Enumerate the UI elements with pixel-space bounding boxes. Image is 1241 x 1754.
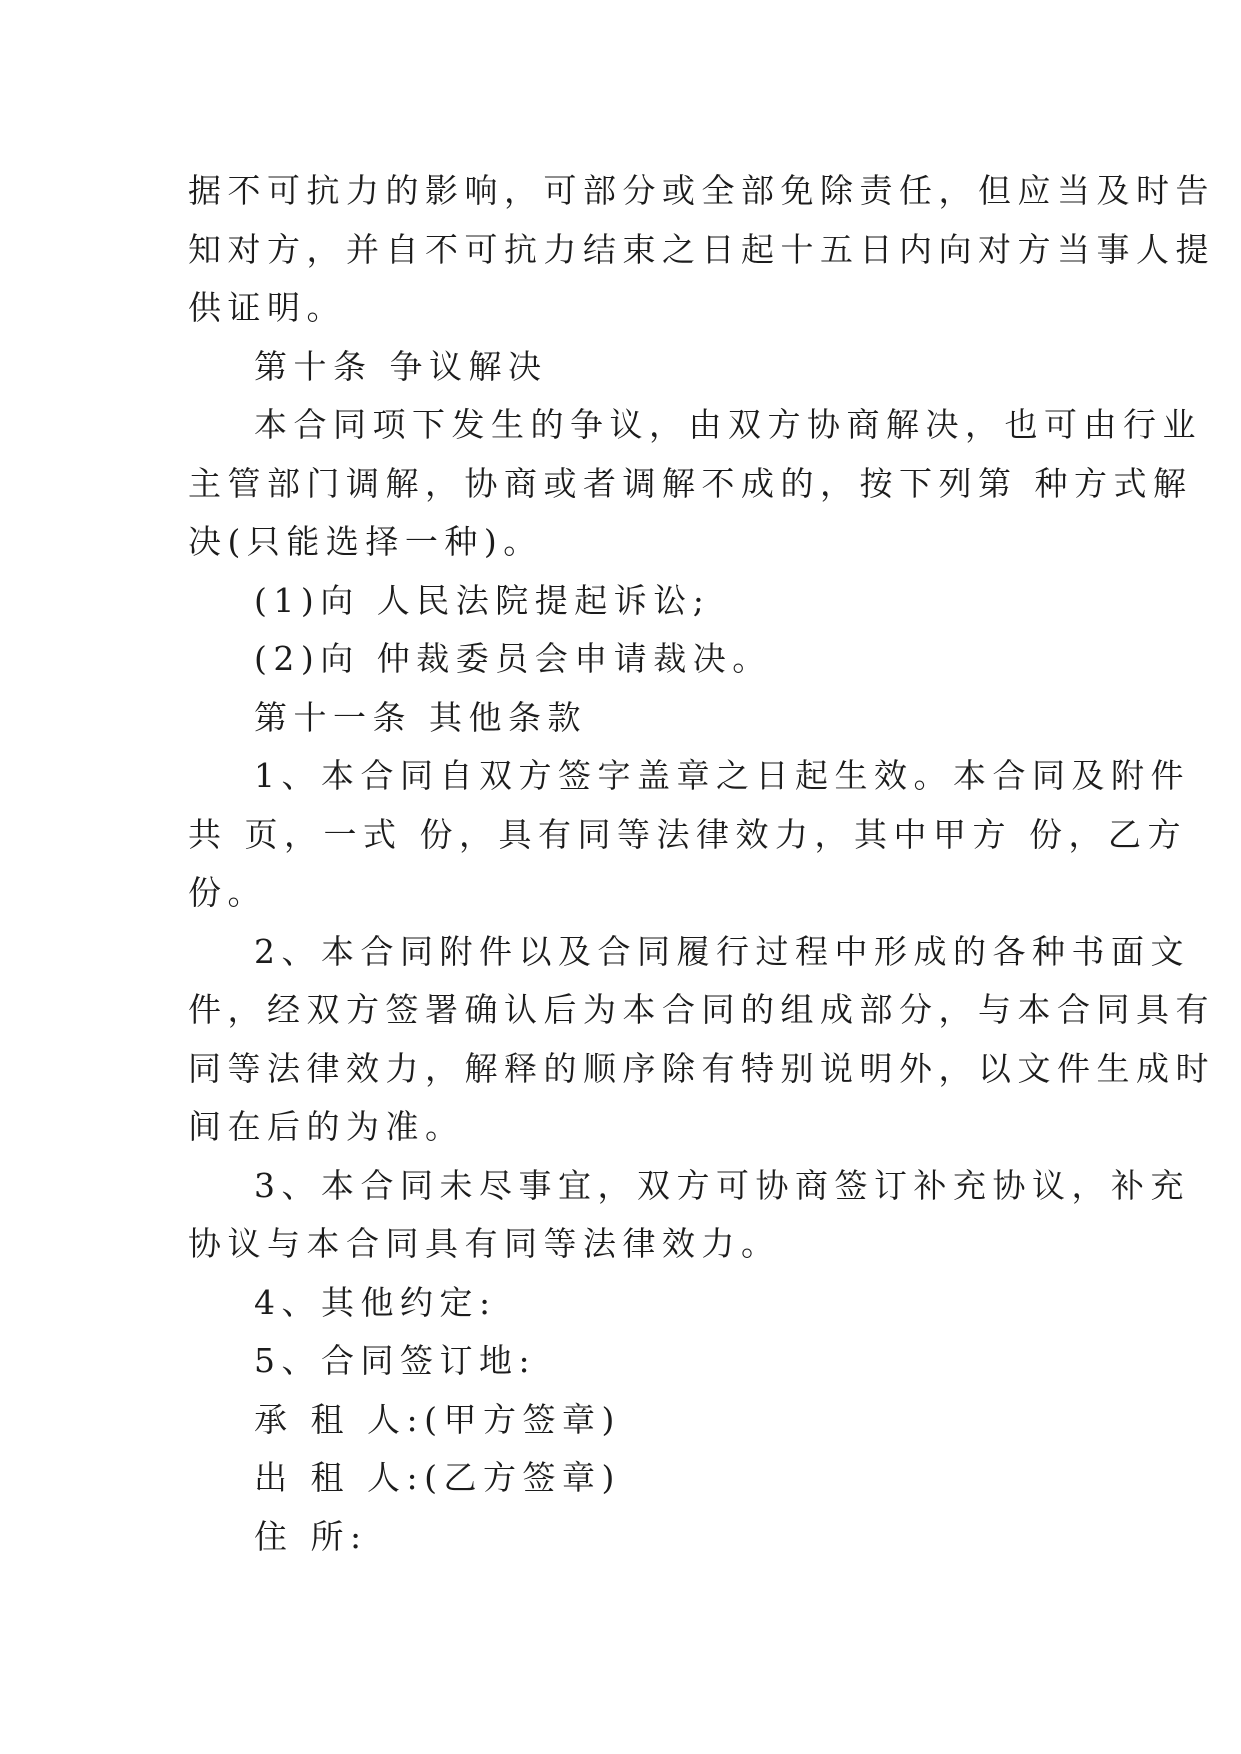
section-heading-10: 第十条 争议解决	[254, 346, 548, 386]
list-item: (1)向 人民法院提起诉讼;	[254, 580, 711, 620]
section-heading-11: 第十一条 其他条款	[254, 697, 587, 737]
signature-line-lessor: 出 租 人:(乙方签章)	[254, 1458, 621, 1497]
text-line: 4、其他约定:	[254, 1282, 497, 1322]
text-line: 5、合同签订地:	[254, 1341, 537, 1380]
text-line: 共 页，一式 份，具有同等法律效力，其中甲方 份，乙方	[188, 814, 1187, 854]
text-line: 同等法律效力，解释的顺序除有特别说明外，以文件生成时	[188, 1048, 1215, 1088]
document-body	[188, 162, 1215, 1566]
text-line: 份。	[188, 873, 267, 912]
text-line: 间在后的为准。	[188, 1107, 465, 1146]
text-line: 1、本合同自双方签字盖章之日起生效。本合同及附件	[254, 756, 1190, 795]
text-line: 3、本合同未尽事宜，双方可协商签订补充协议，补充	[254, 1165, 1190, 1205]
text-line: 主管部门调解，协商或者调解不成的，按下列第 种方式解	[188, 463, 1193, 503]
text-line: 2、本合同附件以及合同履行过程中形成的各种书面文	[254, 931, 1190, 971]
signature-line-lessee: 承 租 人:(甲方签章)	[254, 1399, 621, 1439]
text-line: 协议与本合同具有同等法律效力。	[188, 1224, 781, 1263]
text-line: 决(只能选择一种)。	[188, 522, 543, 561]
text-line: 知对方，并自不可抗力结束之日起十五日内向对方当事人提	[188, 229, 1215, 269]
text-line: 供证明。	[188, 288, 346, 327]
text-line: 据不可抗力的影响，可部分或全部免除责任，但应当及时告	[188, 171, 1215, 210]
list-item: (2)向 仲裁委员会申请裁决。	[254, 639, 772, 678]
text-line: 件，经双方签署确认后为本合同的组成部分，与本合同具有	[188, 990, 1215, 1029]
address-line: 住 所:	[254, 1516, 368, 1556]
text-line: 本合同项下发生的争议，由双方协商解决，也可由行业	[254, 405, 1202, 444]
